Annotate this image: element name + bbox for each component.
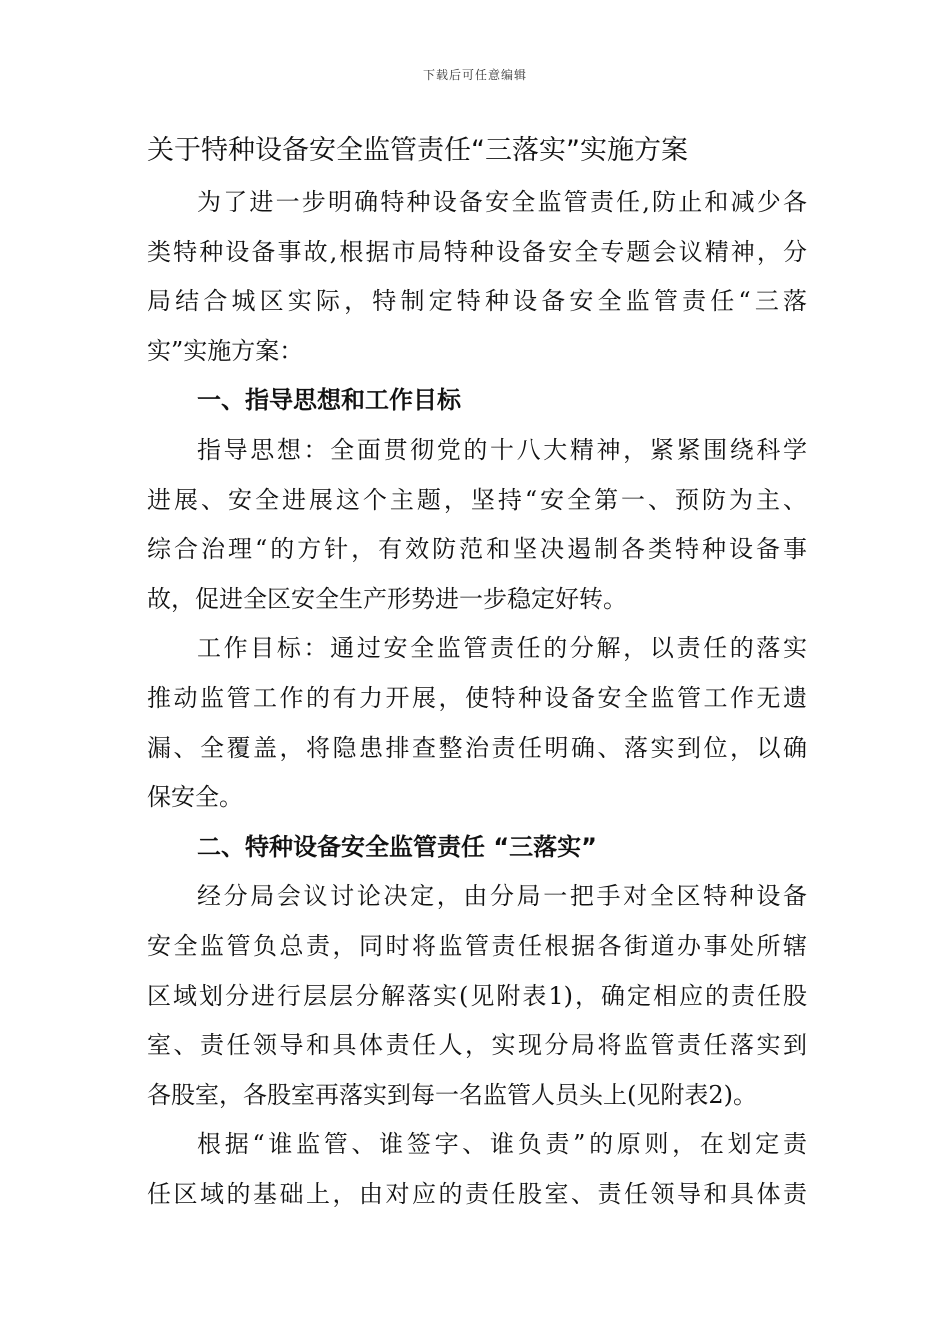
paragraph-line: 任区域的基础上，由对应的责任股室、责任领导和具体责 [147, 1179, 807, 1208]
paragraph-line: 局结合城区实际，特制定特种设备安全监管责任“三落 [147, 287, 807, 316]
paragraph-line: 根据“谁监管、谁签字、谁负责”的原则，在划定责 [197, 1130, 807, 1159]
paragraph-line: 综合治理“的方针，有效防范和坚决遏制各类特种设备事 [147, 535, 807, 564]
paragraph-line: 各股室，各股室再落实到每一名监管人员头上(见附表2)。 [147, 1080, 757, 1109]
download-note: 下载后可任意编辑 [422, 68, 527, 82]
paragraph-line: 实”实施方案： [147, 336, 304, 365]
paragraph-line: 工作目标：通过安全监管责任的分解，以责任的落实 [197, 634, 807, 663]
paragraph-line: 类特种设备事故,根据市局特种设备安全专题会议精神，分 [147, 237, 807, 266]
paragraph-line: 室、责任领导和具体责任人，实现分局将监管责任落实到 [147, 1031, 807, 1060]
paragraph-line: 推动监管工作的有力开展，使特种设备安全监管工作无遗 [147, 683, 807, 712]
document-body [147, 178, 807, 1219]
paragraph-line: 区域划分进行层层分解落实(见附表1)，确定相应的责任股 [147, 981, 807, 1010]
paragraph-line: 安全监管负总责，同时将监管责任根据各街道办事处所辖 [147, 931, 807, 960]
paragraph-line: 经分局会议讨论决定，由分局一把手对全区特种设备 [197, 882, 807, 911]
paragraph-line: 指导思想：全面贯彻党的十八大精神，紧紧围绕科学 [197, 435, 807, 464]
section-heading: 一、指导思想和工作目标 [197, 386, 461, 415]
paragraph-line: 保安全。 [147, 783, 243, 812]
section-heading: 二、特种设备安全监管责任 “三落实” [197, 832, 597, 861]
document-title: 关于特种设备安全监管责任“三落实”实施方案 [147, 135, 688, 166]
paragraph-line: 为了进一步明确特种设备安全监管责任,防止和减少各 [197, 188, 807, 216]
paragraph-line: 进展、安全进展这个主题，坚持“安全第一、预防为主、 [147, 485, 807, 514]
paragraph-line: 故，促进全区安全生产形势进一步稳定好转。 [147, 584, 627, 613]
paragraph-line: 漏、全覆盖，将隐患排查整治责任明确、落实到位，以确 [147, 733, 807, 762]
